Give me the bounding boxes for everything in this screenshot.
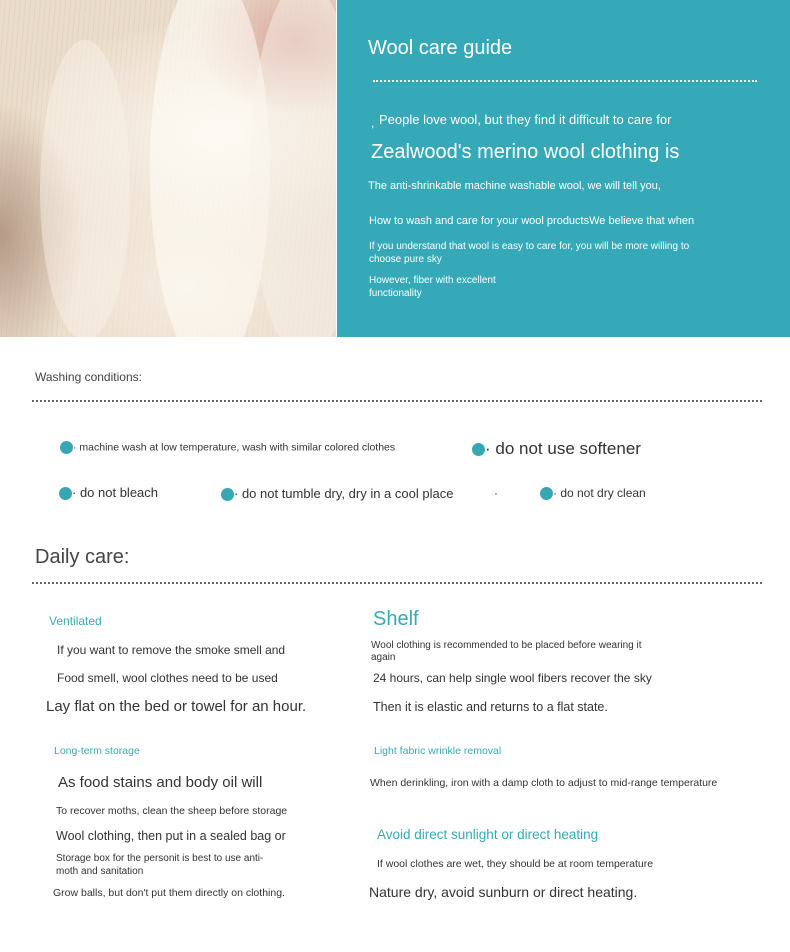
washing-item-no-softener: · do not use softener [472, 439, 641, 459]
intro-line-6a: However, fiber with excellent [369, 275, 496, 286]
storage-line-2: To recover moths, clean the sheep before storage [56, 805, 288, 817]
daily-care-heading: Daily care: [35, 546, 130, 568]
shelf-title: Shelf [373, 608, 419, 630]
title-divider [373, 80, 757, 82]
shelf-line-1b: again [371, 652, 396, 663]
ventilated-line-2: Food smell, wool clothes need to be used [57, 671, 278, 685]
bullet-dot-icon [60, 441, 73, 454]
washing-item-no-bleach: · do not bleach [59, 485, 158, 500]
washing-item-no-tumble: · do not tumble dry, dry in a cool place [221, 486, 453, 501]
washing-item-low-temp: · machine wash at low temperature, wash with similar colored clothes [60, 441, 395, 454]
washing-item-no-dry-clean: · do not dry clean [540, 486, 646, 500]
sunlight-title: Avoid direct sunlight or direct heating [377, 827, 599, 842]
bullet-dot-icon [59, 487, 72, 500]
bullet-dot-icon [472, 443, 485, 456]
storage-line-1: As food stains and body oil will [58, 774, 263, 791]
storage-line-4b: moth and sanitation [56, 866, 144, 877]
wool-fabric-photo [0, 0, 336, 337]
intro-line-4: How to wash and care for your wool productsWe believe that when [369, 215, 695, 227]
intro-line-1: People love wool, but they find it difficult to care for [379, 112, 672, 127]
bullet-dot-icon [540, 487, 553, 500]
ventilated-line-3: Lay flat on the bed or towel for an hour. [46, 698, 307, 715]
storage-line-5: Grow balls, but don't put them directly on clothing. [53, 887, 285, 899]
stray-dot: · [494, 486, 498, 500]
washing-divider [32, 400, 762, 402]
intro-line-5b: choose pure sky [369, 254, 442, 265]
shelf-line-1a: Wool clothing is recommended to be placed before wearing it [371, 640, 642, 651]
storage-title: Long-term storage [54, 745, 140, 757]
ventilated-title: Ventilated [49, 614, 102, 628]
intro-line-5a: If you understand that wool is easy to care for, you will be more willing to [369, 241, 690, 252]
intro-line-3: The anti-shrinkable machine washable wool, we will tell you, [368, 180, 661, 192]
storage-line-4a: Storage box for the personit is best to use anti- [56, 853, 264, 864]
intro-line-6b: functionality [369, 288, 422, 299]
hero-panel [337, 0, 790, 337]
daily-care-divider [32, 582, 762, 584]
wrinkle-title: Light fabric wrinkle removal [374, 745, 502, 757]
sunlight-line-2: Nature dry, avoid sunburn or direct heating. [369, 884, 638, 900]
page-title: Wool care guide [368, 37, 513, 59]
ventilated-line-1: If you want to remove the smoke smell and [57, 643, 286, 657]
intro-line-2: Zealwood's merino wool clothing is [371, 141, 680, 163]
wrinkle-line-1: When derinkling, iron with a damp cloth to adjust to mid-range temperature [370, 777, 718, 789]
washing-heading: Washing conditions: [35, 370, 142, 384]
bullet-dot-icon [221, 488, 234, 501]
sunlight-line-1: If wool clothes are wet, they should be at room temperature [377, 858, 654, 870]
quote-mark: , [371, 116, 375, 130]
shelf-line-2: 24 hours, can help single wool fibers recover the sky [373, 671, 652, 685]
shelf-line-3: Then it is elastic and returns to a flat state. [373, 700, 608, 714]
storage-line-3: Wool clothing, then put in a sealed bag or [56, 829, 286, 843]
